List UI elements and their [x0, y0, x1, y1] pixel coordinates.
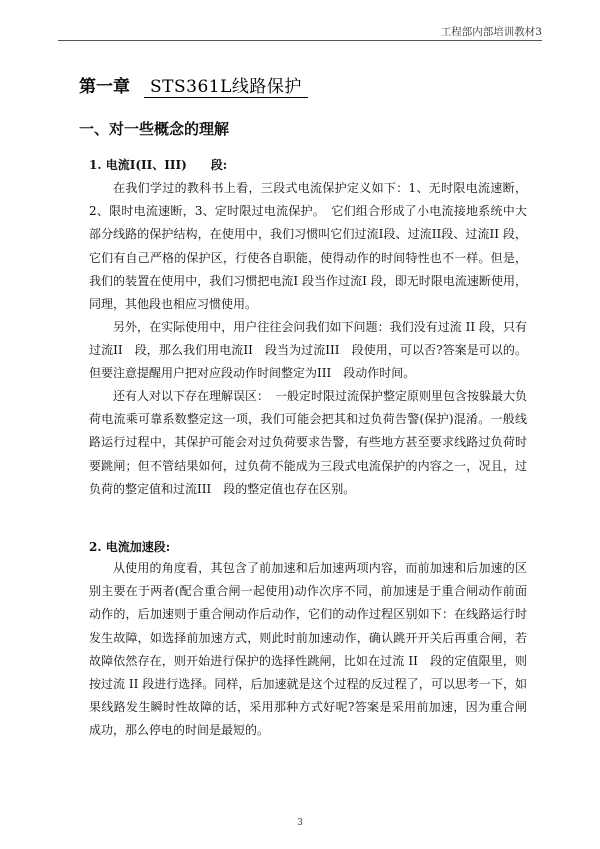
chapter-heading — [79, 72, 308, 98]
subsection-heading: 1. 电流I(II、III) 段: — [89, 158, 228, 172]
running-header: 工程部内部培训教材3 — [440, 26, 542, 38]
body-paragraph: 另外，在实际使用中，用户往往会问我们如下问题：我们没有过流 II 段，只有过流II 段，那么我们用电流II 段当为过流III 段使用，可以否?答案是可以的。但要注意提醒用户把对应段动作时间整定为III 段动作时间。 — [89, 320, 527, 381]
header-divider — [58, 40, 542, 41]
body-paragraph: 还有人对以下存在理解误区： 一般定时限过流保护整定原则里包含按躲最大负荷电流乘可靠系数整定这一项，我们可能会把其和过负荷告警(保护)混淆。一般线路运行过程中，其保护可能会对过负荷要求告警，有些地方甚至要求线路过负荷时要跳闸；但不管结果如何，过负荷不能成为三段式电流保护的内容之一，况且，过负荷的整定值和过流III 段的整定值也存在区别。 — [89, 389, 528, 496]
body-paragraph: 在我们学过的教科书上看，三段式电流保护定义如下：1、无时限电流速断，2、限时电流速断，3、定时限过电流保护。 它们组合形成了小电流接地系统中大部分线路的保护结构，在使用中，我们习惯叫它们过流I段、过流II段、过流II 段，它们有自己严格的保护区，行使各自职能，使得动作的时间特性也不一样。但是，我们的装置在使用中，我们习惯把电流I 段当作过流I 段，即无时限电流速断使用，同理，其他段也相应习惯使用。 — [89, 181, 527, 312]
section-heading: 一、对一些概念的理解 — [79, 120, 230, 138]
chapter-title: STS361L线路保护 — [144, 72, 308, 98]
page-number: 3 — [297, 818, 303, 828]
chapter-label: 第一章 — [79, 77, 130, 97]
subsection-heading: 2. 电流加速段: — [89, 540, 171, 554]
body-paragraph: 从使用的角度看，其包含了前加速和后加速两项内容，而前加速和后加速的区别主要在于两者(配合重合闸一起使用)动作次序不同，前加速是于重合闸动作前面动作的，后加速则于重合闸动作后动作，它们的动作过程区别如下：在线路运行时发生故障，如选择前加速方式，则此时前加速动作，确认跳开开关后再重合闸，若故障依然存在，则开始进行保护的选择性跳闸，比如在过流 II 段的定值限里，则按过流 II 段进行选择。同样，后加速就是这个过程的反过程了，可以思考一下，如果线路发生瞬时性故障的话，采用那种方式好呢?答案是采用前加速，因为重合闸成功，那么停电的时间是最短的。 — [89, 561, 527, 738]
